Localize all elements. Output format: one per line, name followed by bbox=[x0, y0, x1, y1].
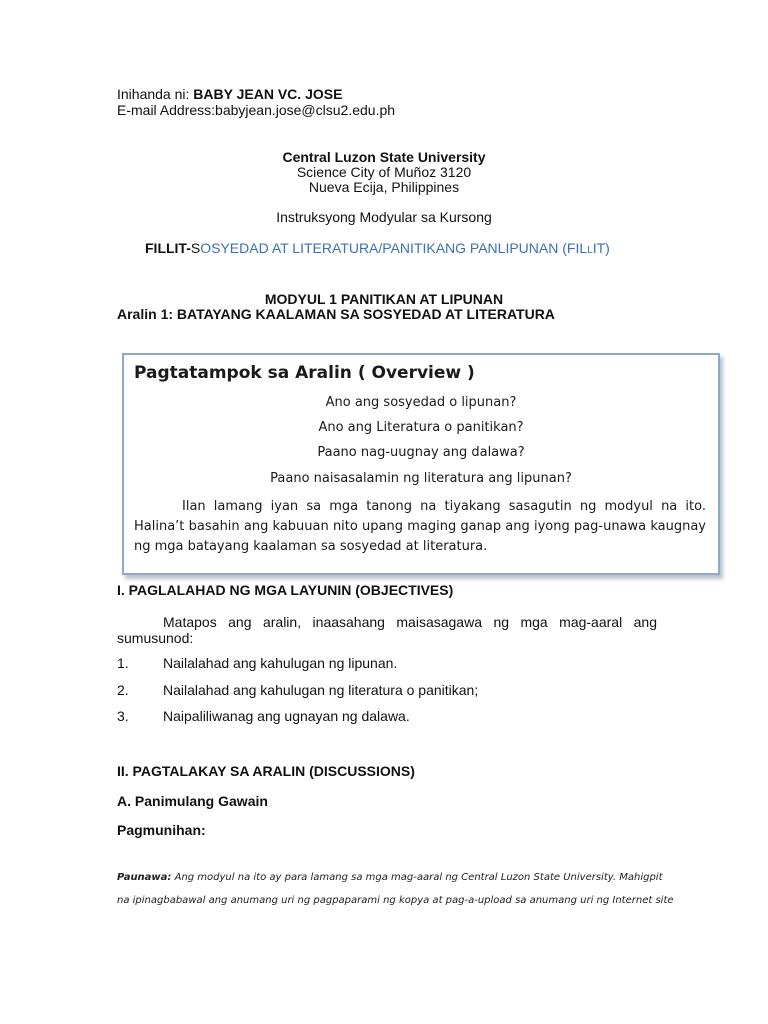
objective-text: Nailalahad ang kahulugan ng literatura o panitikan; bbox=[163, 682, 479, 698]
prepared-by-label: Inihanda ni: bbox=[117, 86, 194, 102]
university-province: Nueva Ecija, Philippines bbox=[308, 179, 460, 195]
lesson-title: Aralin 1: BATAYANG KAALAMAN SA SOSYEDAD AT LITERATURA bbox=[117, 306, 555, 322]
course-code: FILLIT- bbox=[145, 240, 191, 256]
course-title-initial: S bbox=[190, 240, 201, 256]
email-line: E-mail Address:babyjean.jose@clsu2.edu.ph bbox=[117, 102, 396, 118]
objectives-heading: I. PAGLALAHAD NG MGA LAYUNIN (OBJECTIVES) bbox=[117, 582, 454, 598]
objectives-intro-text: Matapos ang aralin, inaasahang maisasagawa ng mga mag-aaral ang bbox=[163, 614, 657, 630]
reflection-heading: Pagmunihan: bbox=[117, 822, 206, 838]
course-title bbox=[145, 240, 610, 259]
overview-question: Ano ang Literatura o panitikan? bbox=[318, 420, 524, 435]
course-title-text: OSYEDAD AT LITERATURA/PANITIKANG PANLIPUNAN (FIL bbox=[200, 240, 588, 256]
course-title-end: IT) bbox=[592, 240, 610, 256]
overview-question: Ano ang sosyedad o lipunan? bbox=[325, 395, 517, 410]
overview-question: Paano nag-uugnay ang dalawa? bbox=[317, 445, 525, 460]
notice-text bbox=[117, 866, 677, 912]
overview-paragraph bbox=[134, 497, 706, 557]
objective-text: Nailalahad ang kahulugan ng lipunan. bbox=[163, 655, 398, 671]
notice-body: Ang modyul na ito ay para lamang sa mga mag-aaral ng Central Luzon State University. Mahigpit na ipinagbabawal ang anumang uri ng pagpaparami ng kopya at pag-a-upload sa anumang uri ng Internet site bbox=[117, 872, 674, 906]
objective-item bbox=[117, 655, 397, 671]
modular-instruction: Instruksyong Modyular sa Kursong bbox=[276, 209, 492, 225]
overview-title: Pagtatampok sa Aralin ( Overview ) bbox=[134, 363, 475, 383]
objective-item bbox=[117, 708, 410, 724]
overview-question: Paano naisasalamin ng literatura ang lipunan? bbox=[270, 471, 572, 486]
university-name: Central Luzon State University bbox=[282, 149, 486, 165]
objective-number: 3. bbox=[117, 708, 129, 724]
objectives-intro-cont: sumusunod: bbox=[117, 630, 194, 646]
objective-text: Naipaliliwanag ang ugnayan ng dalawa. bbox=[163, 708, 410, 724]
objectives-intro bbox=[117, 614, 657, 630]
author-name: BABY JEAN VC. JOSE bbox=[193, 86, 343, 102]
objective-item bbox=[117, 682, 478, 698]
objective-number: 2. bbox=[117, 682, 129, 698]
objective-number: 1. bbox=[117, 655, 129, 671]
overview-paragraph-text: Ilan lamang iyan sa mga tanong na tiyakang sasagutin ng modyul na ito. Halina’t basahin ang kabuuan nito upang maging ganap ang iyong pag-unawa kaugnay ng mga batayang kaalaman sa sosyedad at literatura. bbox=[134, 499, 706, 554]
notice-label: Paunawa: bbox=[117, 872, 172, 883]
overview-box bbox=[122, 353, 720, 575]
discussion-heading: II. PAGTALAKAY SA ARALIN (DISCUSSIONS) bbox=[117, 763, 415, 779]
university-city: Science City of Muñoz 3120 bbox=[296, 164, 472, 180]
prepared-by-line bbox=[117, 86, 342, 102]
module-title: MODYUL 1 PANITIKAN AT LIPUNAN bbox=[264, 291, 504, 307]
initial-activity-heading: A. Panimulang Gawain bbox=[117, 793, 268, 809]
course-title-small: L bbox=[587, 245, 593, 256]
